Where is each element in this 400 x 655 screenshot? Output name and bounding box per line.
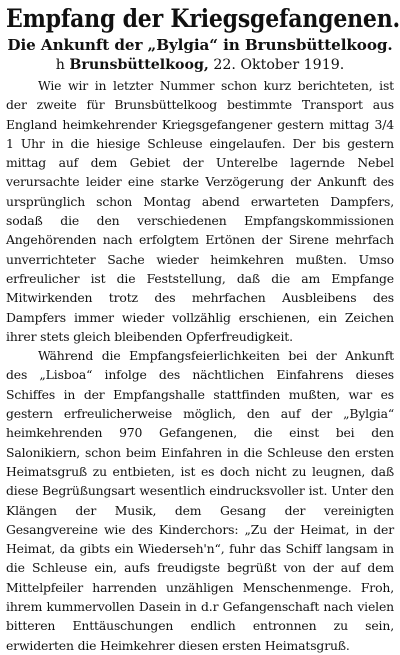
article-paragraph: Während die Empfangsfeierlichkeiten bei der Ankunft des „Lisboa“ infolge des nächtlichen Einfahrens dieses Schiffes in der Empfangshalle stattfinden mußten, war es gestern erfreulicherweise möglich, den auf der „Bylgia“ heimkehrenden 970 Gefangenen, die einst bei den Salonikiern, schon beim Einfahren in die Schleuse den ersten Heimatsgruß zu entbieten, ist es doch nicht zu leugnen, daß diese Begrüßungsart wesentlich eindrucksvoller ist. Unter den Klängen der Musik, dem Gesang der vereinigten Gesangvereine wie des Kinderchors: „Zu der Heimat, in der Heimat, da gibts ein Wiederseh'n“, fuhr das Schiff langsam in die Schleuse ein, aufs freudigste begrüßt von der auf dem Mittelpfeiler harrenden unzähligen Menschenmenge. Froh, ihrem kummervollen Dasein in d.r Gefangenschaft nach vielen bitteren Enttäuschungen endlich entronnen zu sein, erwiderten die Heimkehrer diesen ersten Heimatsgruß. <box>6 348 394 653</box>
dateline-prefix: h <box>55 57 65 73</box>
article-subheadline: Die Ankunft der „Bylgia“ in Brunsbüttelkoog. <box>7 36 393 54</box>
dateline-place: Brunsbüttelkoog, <box>69 57 209 73</box>
article-body <box>6 76 394 655</box>
article-paragraph: Wie wir in letzter Nummer schon kurz berichteten, ist der zweite für Brunsbüttelkoog bestimmte Transport aus England heimkehrender Kriegsgefangener gestern mittag 3/4 1 Uhr in die hiesige Schleuse eingelaufen. Der bis gestern mittag auf dem Gebiet der Unterelbe lagernde Nebel verursachte leider eine starke Verzögerung der Ankunft des ursprünglich schon Montag abend erwarteten Dampfers, sodaß die den verschiedenen Empfangskommissionen Angehörenden nach erfolgtem Ertönen der Sirene mehrfach unverrichteter Sache wieder heimkehren mußten. Umso erfreulicher ist die Feststellung, daß die am Empfange Mitwirkenden trotz des mehrfachen Ausbleibens des Dampfers immer wieder vollzählig erschienen, ein Zeichen ihrer stets gleich bleibenden Opferfreudigkeit. <box>6 78 394 344</box>
dateline-date: 22. Oktober 1919. <box>213 57 345 73</box>
article-headline: Empfang der Kriegsgefangenen. <box>6 4 400 34</box>
article-dateline <box>6 56 394 74</box>
